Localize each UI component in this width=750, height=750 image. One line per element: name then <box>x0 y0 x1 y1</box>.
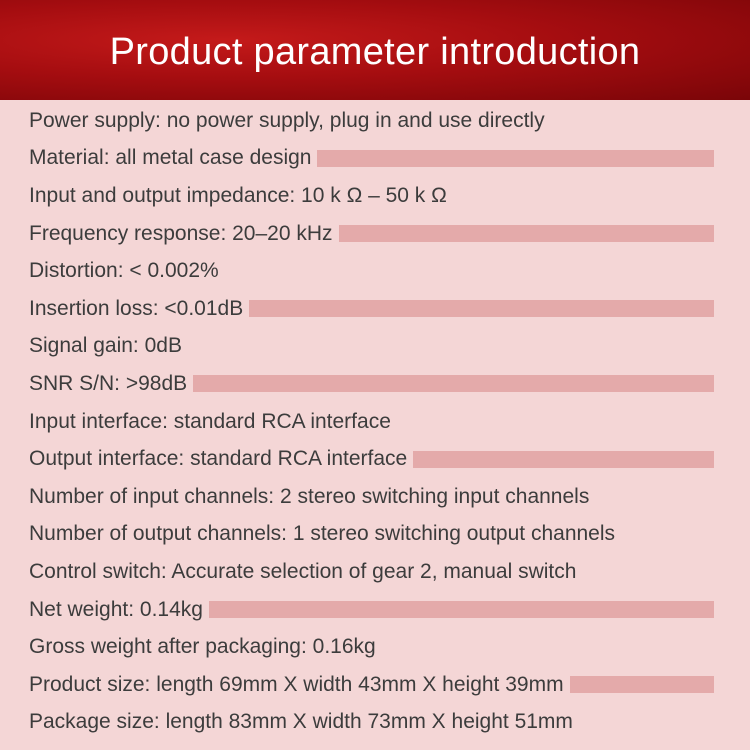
parameter-text: Output interface: standard RCA interface <box>29 447 408 471</box>
decorative-stripe <box>339 225 714 242</box>
parameter-text: Insertion loss: <0.01dB <box>29 296 244 320</box>
parameter-row <box>0 252 750 290</box>
parameter-row <box>0 704 750 742</box>
parameter-row <box>0 215 750 253</box>
parameter-row <box>0 328 750 366</box>
decorative-stripe <box>317 150 714 167</box>
parameter-row <box>0 365 750 403</box>
parameter-row <box>0 403 750 441</box>
parameter-row <box>0 290 750 328</box>
parameter-list <box>0 102 750 741</box>
parameter-text: Distortion: < 0.002% <box>29 259 219 283</box>
parameter-text: Input interface: standard RCA interface <box>29 409 391 433</box>
decorative-stripe <box>193 375 714 392</box>
parameter-row <box>0 553 750 591</box>
parameter-row <box>0 628 750 666</box>
parameter-row <box>0 177 750 215</box>
parameter-text: Frequency response: 20–20 kHz <box>29 221 333 245</box>
parameter-text: Product size: length 69mm X width 43mm X height 39mm <box>29 672 564 696</box>
parameter-text: Number of input channels: 2 stereo switching input channels <box>29 484 590 508</box>
parameter-text: Package size: length 83mm X width 73mm X height 51mm <box>29 710 573 734</box>
parameter-text: Signal gain: 0dB <box>29 334 182 358</box>
page-title: Product parameter introduction <box>109 30 641 73</box>
parameter-row <box>0 478 750 516</box>
decorative-stripe <box>570 676 714 693</box>
parameter-row <box>0 440 750 478</box>
parameter-text: Power supply: no power supply, plug in and use directly <box>29 108 545 132</box>
parameter-text: Control switch: Accurate selection of gear 2, manual switch <box>29 559 577 583</box>
decorative-stripe <box>249 300 714 317</box>
parameter-text: SNR S/N: >98dB <box>29 371 188 395</box>
parameter-text: Net weight: 0.14kg <box>29 597 203 621</box>
parameter-text: Gross weight after packaging: 0.16kg <box>29 635 376 659</box>
parameter-row <box>0 591 750 629</box>
decorative-stripe <box>209 601 714 618</box>
parameter-text: Material: all metal case design <box>29 146 312 170</box>
parameter-text: Number of output channels: 1 stereo switching output channels <box>29 522 616 546</box>
title-banner <box>0 0 750 100</box>
decorative-stripe <box>413 451 714 468</box>
parameter-row <box>0 516 750 554</box>
parameter-text: Input and output impedance: 10 k Ω – 50 k Ω <box>29 183 447 207</box>
parameter-row <box>0 102 750 140</box>
parameter-row <box>0 666 750 704</box>
parameter-row <box>0 140 750 178</box>
